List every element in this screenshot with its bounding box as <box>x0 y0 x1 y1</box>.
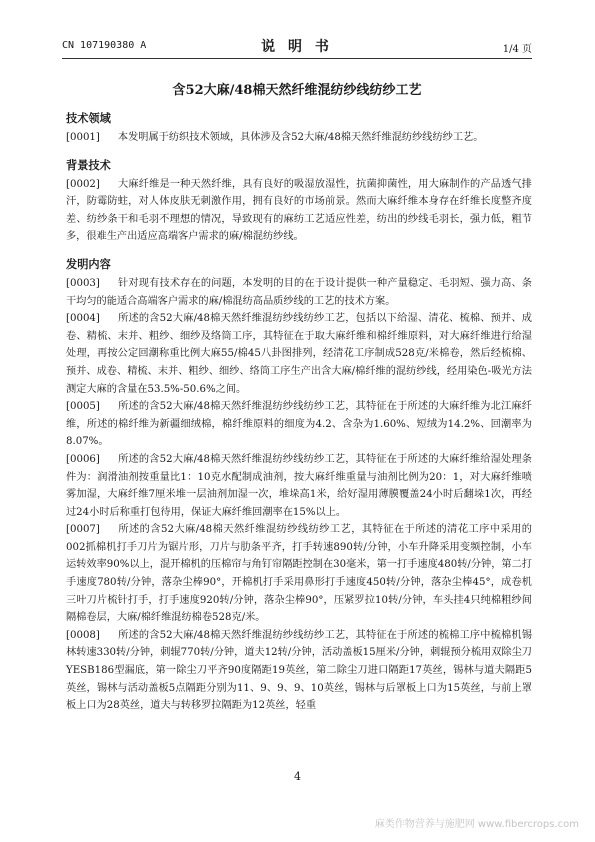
paragraph-number: [0003] <box>66 277 100 289</box>
section-summary <box>66 256 532 715</box>
header-rule <box>62 58 532 59</box>
paragraph-text: 针对现有技术存在的问题，本发明的目的在于设计提供一种产量稳定、毛羽短、强力高、条干均匀的能适合高端客户需求的麻/棉混纺高品质纱线的工艺的技术方案。 <box>66 277 532 307</box>
paragraph-0006 <box>66 451 532 521</box>
section-heading: 背景技术 <box>66 157 111 172</box>
paragraph-text: 所述的含52大麻/48棉天然纤维混纺纱线纺纱工艺，其特征在于所述的清花工序中采用的002抓棉机打手刀片为锯片形，刀片与肋条平齐，打手转速890转/分钟，小车升降采用变频控制，小车运转效率90%以上，混开棉机的压棉帘与角钉帘隔距控制在30毫米，第一打手速度480转/分钟，第二打手速度780转/分钟，落杂尘棒90°，开棉机打手采用鼻形打手速度450转/分钟，落杂尘棒45°，成卷机三叶刀片梳针打手，打手速度920转/分钟，落杂尘棒90°，压紧罗拉10转/分钟，车头挂4只纯棉粗纱间隔棉卷层，大麻/棉纤维混纺棉卷528克/米。 <box>66 524 532 624</box>
paragraph-0007 <box>66 521 532 627</box>
paragraph-0001 <box>66 129 532 147</box>
paragraph-number: [0002] <box>66 178 100 190</box>
paragraph-0003 <box>66 275 532 310</box>
document-title: 含52大麻/48棉天然纤维混纺纱线纺纱工艺 <box>172 83 422 98</box>
paragraph-text: 所述的含52大麻/48棉天然纤维混纺纱线纺纱工艺，其特征在于所述的大麻纤维给湿处理条件为：润滑油剂按重量比1：10克水配制成油剂，按大麻纤维重量与油剂比例为20：1，对大麻纤维喷雾加湿，大麻纤维7厘米堆一层油剂加湿一次，堆垛高1米，给好湿用薄膜覆盖24小时后翻垛1次，再经过24小时后称重打包待用，保证大麻纤维回潮率在15%以上。 <box>66 453 532 518</box>
site-watermark: 麻类作物营养与施肥网 www.fibercrops.com <box>374 819 579 830</box>
paragraph-text: 所述的含52大麻/48棉天然纤维混纺纱线纺纱工艺，其特征在于所述的大麻纤维为北江麻纤维，所述的棉纤维为新疆细绒棉，棉纤维原料的细度为4.2、含杂为1.60%、短绒为14.2%、回潮率为8.07%。 <box>66 401 532 448</box>
page-header <box>62 36 532 56</box>
paragraph-text: 大麻纤维是一种天然纤维，具有良好的吸湿放湿性，抗菌抑菌性，用大麻制作的产品透气排汗，防霉防蛀，对人体皮肤无刺激作用，拥有良好的市场前景。然而大麻纤维本身存在纤维长度整齐度差、纺纱条干和毛羽不理想的情况，导致现有的麻纺工艺适应性差，纺出的纱线毛羽长，强力低，粗节多，很难生产出适应高端客户需求的麻/棉混纺纱线。 <box>66 178 532 243</box>
paragraph-number: [0001] <box>66 132 100 143</box>
section-heading: 发明内容 <box>66 256 111 271</box>
paragraph-number: [0006] <box>66 453 100 465</box>
header-page-indicator: 1/4 页 <box>502 44 532 55</box>
section-background <box>66 157 532 246</box>
paragraph-0002 <box>66 176 532 246</box>
publication-number: CN 107190380 A <box>62 40 147 51</box>
paragraph-number: [0007] <box>66 524 100 536</box>
section-technical-field <box>66 110 532 147</box>
paragraph-0008 <box>66 627 532 715</box>
paragraph-number: [0004] <box>66 313 100 325</box>
paragraph-text: 所述的含52大麻/48棉天然纤维混纺纱线纺纱工艺，其特征在于所述的梳棉工序中梳棉机锡林转速330转/分钟，刺辊770转/分钟，道夫12转/分钟，活动盖板15厘米/分钟，刺辊预分梳用双除尘刀YESB186型漏底，第一除尘刀平齐90度隔距19英丝，第二除尘刀进口隔距17英丝，锡林与道夫隔距5英丝，锡林与活动盖板5点隔距分别为11、9、9、9、10英丝，锡林与后罩板上口为15英丝，与前上罩板上口为28英丝，道夫与转移罗拉隔距为12英丝，轻重 <box>66 629 532 712</box>
paragraph-text: 本发明属于纺织技术领域，具体涉及含52大麻/48棉天然纤维混纺纱线纺纱工艺。 <box>117 132 484 143</box>
section-heading: 技术领域 <box>66 111 111 125</box>
paragraph-0004 <box>66 310 532 398</box>
paragraph-number: [0005] <box>66 401 100 413</box>
footer-page-number: 4 <box>294 770 301 783</box>
paragraph-text: 所述的含52大麻/48棉天然纤维混纺纱线纺纱工艺，包括以下给湿、清花、梳棉、预并、成卷、精梳、末并、粗纱、细纱及络筒工序，其特征在于取大麻纤维和棉纤维原料，对大麻纤维进行给湿处理，再按公定回潮称重比例大麻55/棉45八卦图排列，经清花工序制成528克/米棉卷，然后经梳棉、预并、成卷、精梳、末并、粗纱、细纱、络筒工序生产出含大麻/棉纤维的混纺纱线，经用染色-吸光方法测定大麻的含量在53.5%-50.6%之间。 <box>66 313 532 395</box>
header-title: 说 明 书 <box>261 39 333 55</box>
document-body <box>66 110 532 725</box>
paragraph-0005 <box>66 398 532 451</box>
paragraph-number: [0008] <box>66 629 100 641</box>
